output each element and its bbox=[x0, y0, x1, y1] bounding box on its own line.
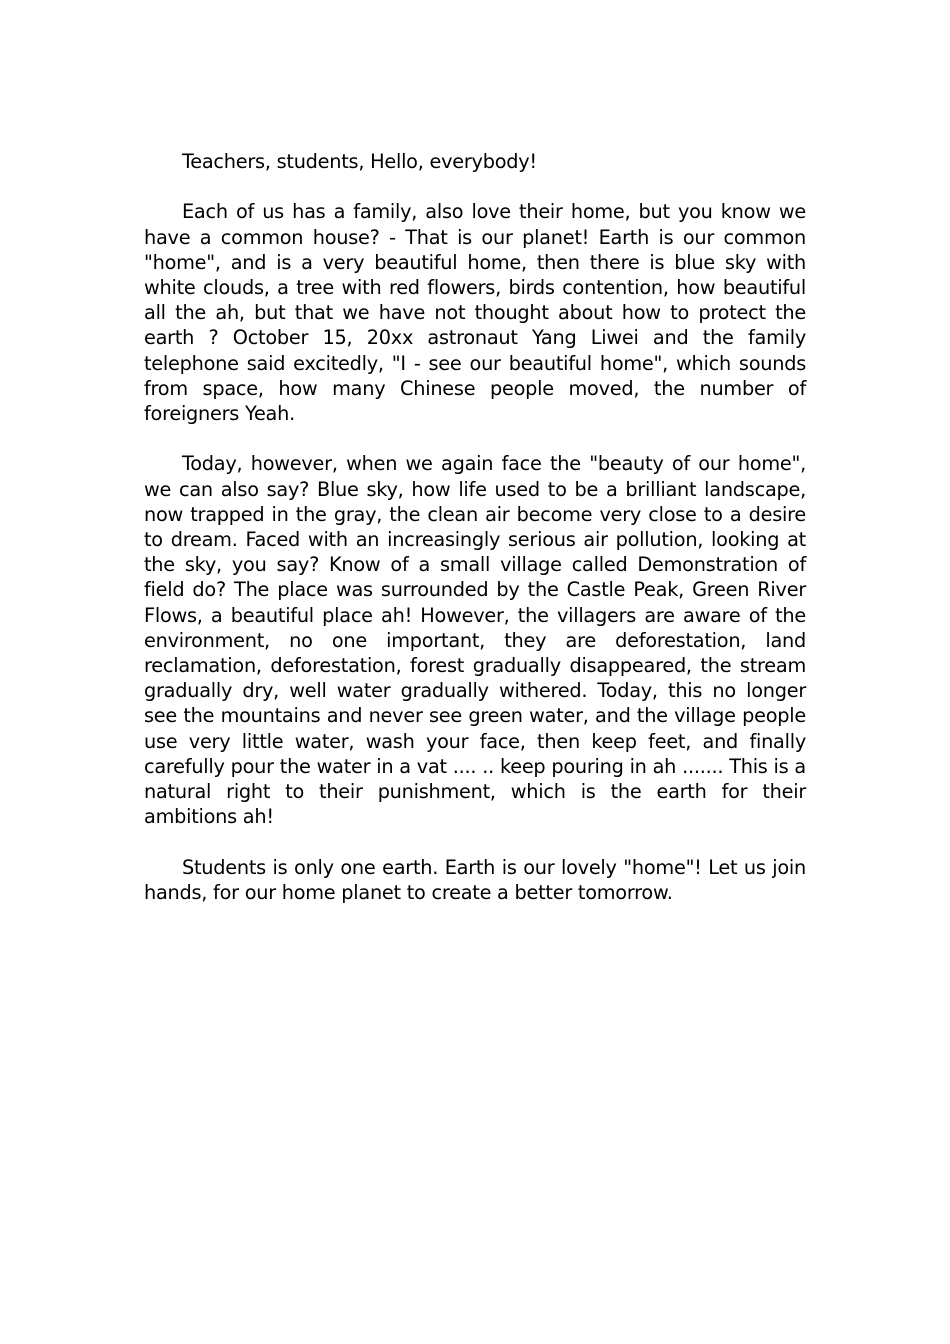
greeting-paragraph: Teachers, students, Hello, everybody! bbox=[182, 150, 537, 173]
document-body bbox=[144, 149, 806, 930]
closing-paragraph: Students is only one earth. Earth is our lovely "home"! Let us join hands, for our home planet to create a better tomorrow. bbox=[144, 855, 806, 904]
body-paragraph-pollution: Today, however, when we again face the "beauty of our home", we can also say? Blue sky, how life used to be a brilliant landscape, now trapped in the gray, the clean air become very close to a desire to dream. Faced with an increasingly serious air pollution, looking at the sky, you say? Know of a small village called Demonstration of field do? The place was surrounded by the Castle Peak, Green River Flows, a beautiful place ah! However, the villagers are aware of the environment, no one important, they are deforestation, land reclamation, deforestation, forest gradually disappeared, the stream gradually dry, well water gradually withered. Today, this no longer see the mountains and never see green water, and the village people use very little water, wash your face, then keep feet, and finally carefully pour the water in a vat .... .. keep pouring in ah ....... This is a natural right to their punishment, which is the earth for their ambitions ah! bbox=[144, 452, 806, 829]
body-paragraph-family: Each of us has a family, also love their home, but you know we have a common house? - That is our planet! Earth is our common "home", and is a very beautiful home, then there is blue sky with white clouds, a tree with red flowers, birds contention, how beautiful all the ah, but that we have not thought about how to protect the earth ? October 15, 20xx astronaut Yang Liwei and the family telephone said excitedly, "I - see our beautiful home", which sounds from space, how many Chinese people moved, the number of foreigners Yeah. bbox=[144, 200, 806, 426]
